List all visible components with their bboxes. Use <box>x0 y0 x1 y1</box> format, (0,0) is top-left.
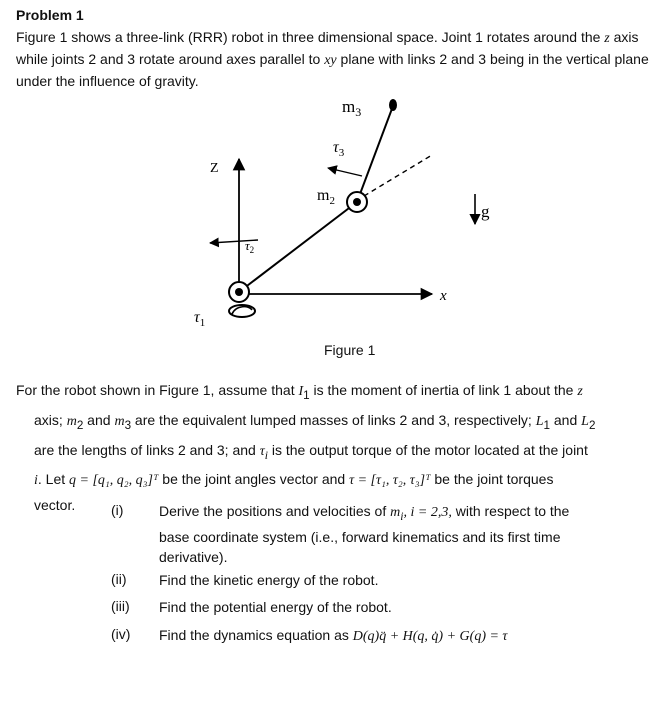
intro-z: z <box>604 31 610 46</box>
mass-3-point <box>389 99 397 111</box>
tau3-arrow <box>328 168 362 176</box>
label-g: g <box>481 202 490 221</box>
item-1-line-1: Derive the positions and velocities of $m_i$, i = 2,3, with respect to the <box>159 503 570 523</box>
link-2-extension <box>364 155 432 196</box>
tau2-arrow <box>210 240 258 243</box>
para-line-3: are the lengths of links 2 and 3; and $\tau_i$ is the output torque of the motor located at the joint <box>34 441 588 462</box>
dynamics-equation: D(q)q̈ + H(q, q̇) + G(q) = τ <box>352 629 508 644</box>
problem-intro <box>16 27 652 91</box>
label-m2: $m_2$ <box>317 187 335 207</box>
label-z: Z <box>210 161 219 176</box>
item-1-text <box>159 501 639 567</box>
item-1-number: (i) <box>111 502 124 518</box>
item-4-text: Find the dynamics equation as D(q)q̈ + H(q, q̇) + G(q) = τ <box>159 627 508 644</box>
item-2-number: (ii) <box>111 571 127 587</box>
para-line-2: axis; $m_2$ and $m_3$ are the equivalent lumped masses of links 2 and 3, respectively; $L_1$ and $L_2$ <box>34 411 596 432</box>
para-line-1: For the robot shown in Figure 1, assume that $I_1$ is the moment of inertia of link 1 about the z <box>16 382 583 402</box>
problem-title: Problem 1 <box>16 7 84 23</box>
label-tau1: $\tau_1$ <box>194 309 206 329</box>
item-1-line-3: derivative). <box>159 548 228 565</box>
joint-1-center <box>235 288 243 296</box>
joint-2-center <box>353 198 361 206</box>
link-2 <box>239 202 357 292</box>
item-1-line-2: base coordinate system (i.e., forward kinematics and its first time <box>159 528 561 545</box>
label-tau3: $\tau_3$ <box>333 139 345 159</box>
intro-text-2: axis while joints 2 and 3 rotate around axes parallel to <box>16 29 639 67</box>
item-3-number: (iii) <box>111 598 130 614</box>
figure-caption: Figure 1 <box>324 342 376 358</box>
label-x: x <box>440 288 447 304</box>
robot-description <box>16 378 646 517</box>
item-3-text: Find the potential energy of the robot. <box>159 599 392 615</box>
item-2-text: Find the kinetic energy of the robot. <box>159 572 379 588</box>
intro-text-3: plane with links 2 and 3 being in the vertical plane under the influence of gravity. <box>16 51 649 89</box>
label-m3: $m_3$ <box>342 97 362 119</box>
para-line-5: vector. <box>34 497 76 514</box>
intro-text-1: Figure 1 shows a three-link (RRR) robot in three dimensional space. Joint 1 rotates around the <box>16 29 605 45</box>
para-line-4: i. Let q = [q₁, q₂, q₃]ᵀ be the joint angles vector and τ = [τ₁, τ₂, τ₃]ᵀ be the joint torques <box>34 471 554 489</box>
tau1-rotation-swirl <box>232 307 252 314</box>
robot-figure <box>0 90 670 340</box>
label-tau2: $\tau_2$ <box>245 238 255 255</box>
link-3 <box>357 106 393 202</box>
item-4-number: (iv) <box>111 626 131 642</box>
intro-xy: xy <box>324 53 337 68</box>
